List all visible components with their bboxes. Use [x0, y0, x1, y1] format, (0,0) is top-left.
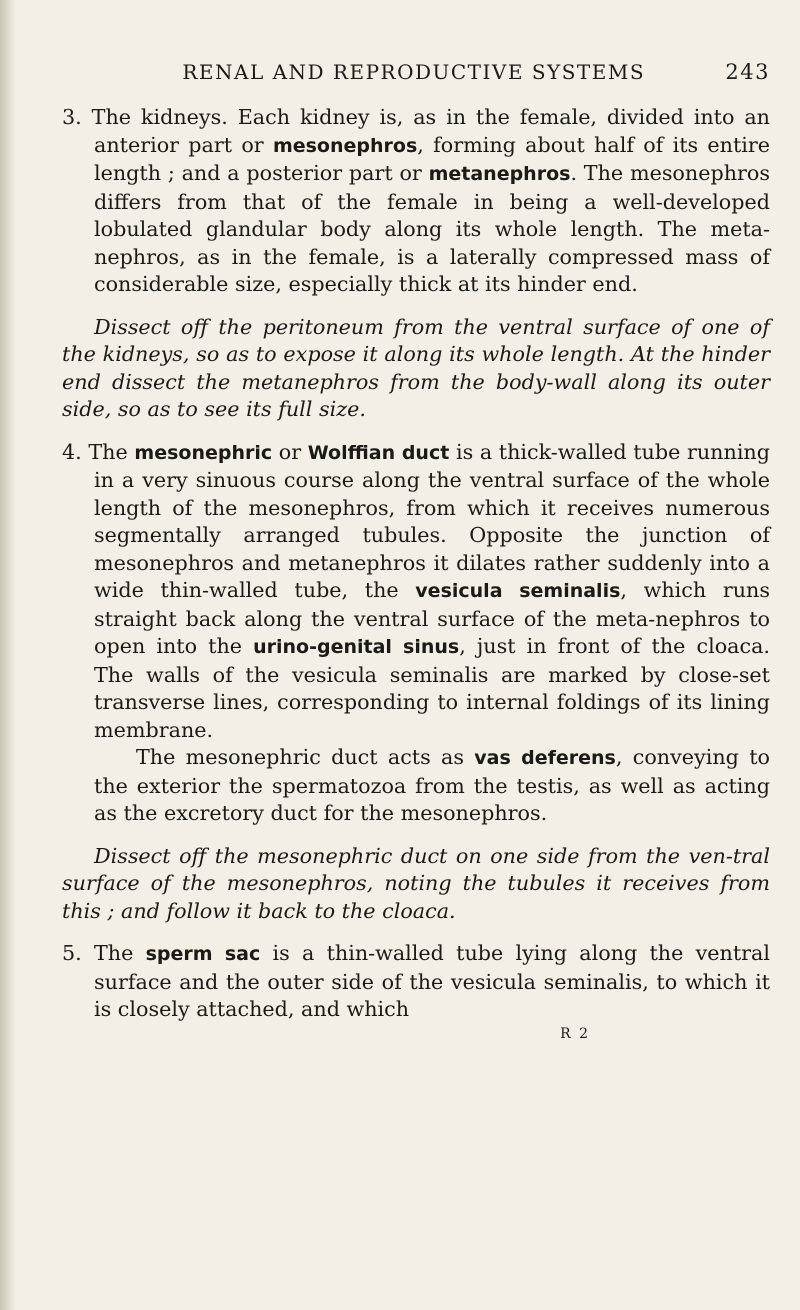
paragraph-text: is a thin-walled tube lying along the ventral surface and the outer side of the vesicula seminalis, to which it is closely attached, and which	[94, 941, 770, 1021]
term-mesonephros: mesonephros	[272, 134, 418, 157]
paragraph-text: Each kidney is, as in the female, divided into an anterior part or	[94, 105, 771, 157]
running-title: RENAL AND REPRODUCTIVE SYSTEMS	[182, 60, 646, 84]
item-number: 5.	[62, 941, 82, 965]
page-number: 243	[725, 60, 770, 84]
term-sperm-sac: sperm sac	[145, 943, 261, 965]
signature-mark: R 2	[560, 1025, 590, 1042]
paragraph-text: , just in front of the cloaca. The walls of the vesicula seminalis are marked by close-set transverse lines, corresponding to internal foldings of its lining membrane.	[94, 634, 770, 742]
paragraph-text: The	[81, 439, 135, 464]
paragraph-text: The kidneys.	[81, 105, 228, 129]
paragraph-text: The mesonephric duct acts as	[136, 745, 475, 769]
item-number: 4.	[62, 439, 82, 464]
paragraph-4	[62, 439, 770, 745]
paragraph-text: , forming about half of its entire length ; and a posterior part or	[94, 132, 771, 185]
running-header	[62, 60, 770, 84]
paragraph-text: or	[272, 439, 308, 464]
paragraph-3	[62, 104, 770, 299]
dissection-instruction-2: Dissect off the mesonephric duct on one side from the ven-tral surface of the mesonephros, noting the tubules it receives from this ; and follow it back to the cloaca.	[62, 843, 770, 923]
paragraph-4-continued	[62, 744, 770, 828]
book-page	[62, 60, 770, 1042]
item-number: 3.	[62, 105, 82, 129]
paragraph-text: , conveying to the exterior the spermatozoa from the testis, as well as acting as the excretory duct for the mesonephros.	[94, 745, 770, 825]
paragraph-5	[62, 940, 770, 1024]
term-mesonephric: mesonephric	[134, 441, 273, 464]
term-vesicula-seminalis: vesicula seminalis	[415, 580, 621, 602]
paragraph-text: is a thick-walled tube running in a very sinuous course along the ventral surface of the whole length of the mesonephros, from which it receives numerous segmentally arranged tubules. Opposite the junction of mesonephros and metanephros it dilates rather suddenly into a wide thin-walled tube, the	[94, 439, 770, 602]
paragraph-text: The	[81, 941, 146, 965]
paragraph-text: , which runs straight back along the ventral surface of the meta-nephros to open into the	[94, 578, 770, 658]
term-urino-genital-sinus: urino-genital sinus	[253, 636, 460, 658]
paragraph-text: . The mesonephros differs from that of the female in being a well-developed lobulated glandular body along its whole length. The meta-nephros, as in the female, is a laterally compressed mass of considerable size, especially thick at its hinder end.	[94, 161, 770, 296]
page-edge-shadow	[0, 0, 16, 1310]
term-vas-deferens: vas deferens	[474, 747, 616, 769]
term-metanephros: metanephros	[428, 163, 571, 185]
dissection-instruction-1: Dissect off the peritoneum from the ventral surface of one of the kidneys, so as to expose it along its whole length. At the hinder end dissect the metanephros from the body-wall along its outer side, so as to see its full size.	[62, 314, 770, 421]
term-wolffian-duct: Wolffian duct	[307, 441, 450, 464]
